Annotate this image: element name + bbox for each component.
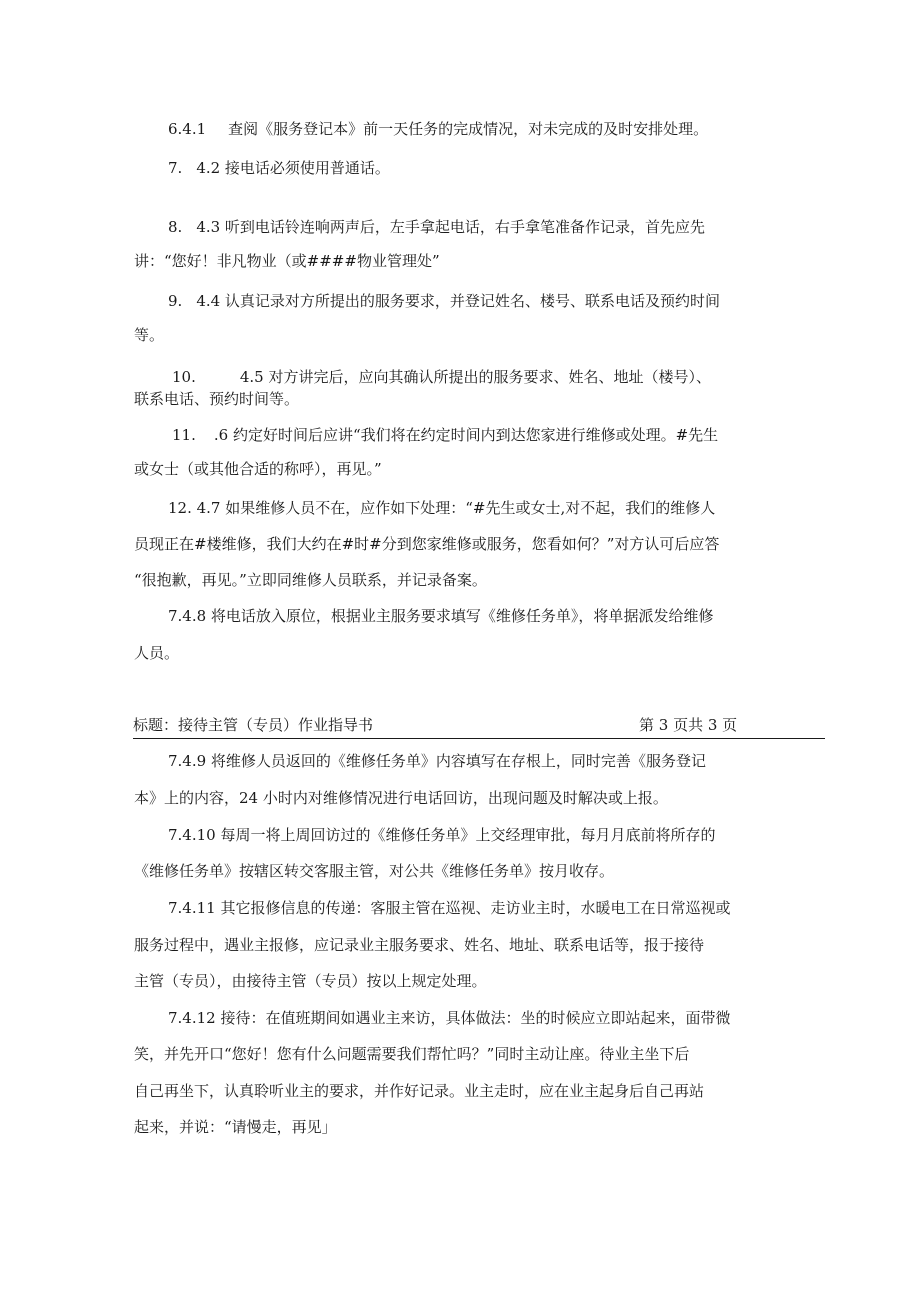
item-text-line: 7.4.12 接待：在值班期间如遇业主来访，具体做法：坐的时候应立即站起来，面带微 bbox=[168, 1009, 731, 1027]
item-text-line: 或女士（或其他合适的称呼），再见。” bbox=[134, 460, 382, 478]
item-text-line: 人员。 bbox=[134, 644, 180, 662]
item-number: 9. bbox=[168, 292, 183, 310]
item-number: 8. bbox=[168, 218, 183, 236]
item-text-line: 12. 4.7 如果维修人员不在，应作如下处理：“#先生或女士,对不起，我们的维修人 bbox=[168, 499, 716, 517]
item-number: 6.4.1 bbox=[168, 120, 207, 138]
item-text-line: 4.4 认真记录对方所提出的服务要求，并登记姓名、楼号、联系电话及预约时间 bbox=[196, 292, 720, 310]
item-text-line: “很抱歉，再见。”立即同维修人员联系，并记录备案。 bbox=[134, 571, 487, 589]
page-number: 第 3 页共 3 页 bbox=[639, 716, 738, 734]
item-text-line: 讲：“您好！非凡物业（或####物业管理处” bbox=[134, 252, 440, 270]
item-text-line: 7.4.9 将维修人员返回的《维修任务单》内容填写在存根上，同时完善《服务登记 bbox=[168, 752, 706, 770]
item-text: 4.2 接电话必须使用普通话。 bbox=[196, 159, 390, 177]
item-text-line: 主管（专员），由接待主管（专员）按以上规定处理。 bbox=[134, 972, 487, 990]
item-text-line: 本》上的内容，24 小时内对维修情况进行电话回访，出现问题及时解决或上报。 bbox=[134, 789, 668, 807]
item-text-line: 7.4.10 每周一将上周回访过的《维修任务单》上交经理审批，每月月底前将所存的 bbox=[168, 826, 716, 844]
item-text-line: 联系电话、预约时间等。 bbox=[134, 390, 300, 408]
item-text-line: .6 约定好时间后应讲“我们将在约定时间内到达您家进行维修或处理。#先生 bbox=[213, 426, 719, 444]
item-text-line: 起来，并说：“请慢走，再见」 bbox=[134, 1118, 337, 1136]
item-number: 11. bbox=[172, 426, 196, 444]
item-text-line: 服务过程中，遇业主报修，应记录业主服务要求、姓名、地址、联系电话等，报于接待 bbox=[134, 936, 705, 954]
item-number: 10. bbox=[172, 368, 196, 386]
item-text-line: 员现正在#楼维修，我们大约在#时#分到您家维修或服务，您看如何？”对方认可后应答 bbox=[134, 535, 720, 553]
item-text-line: 7.4.8 将电话放入原位，根据业主服务要求填写《维修任务单》，将单据派发给维修 bbox=[168, 607, 714, 625]
item-text-line: 7.4.11 其它报修信息的传递：客服主管在巡视、走访业主时，水暖电工在日常巡视或 bbox=[168, 899, 731, 917]
item-text-line: 自己再坐下，认真聆听业主的要求，并作好记录。业主走时，应在业主起身后自己再站 bbox=[134, 1082, 705, 1100]
item-text: 查阅《服务登记本》前一天任务的完成情况，对未完成的及时安排处理。 bbox=[228, 120, 709, 138]
item-text-line: 笑，并先开口“您好！您有什么问题需要我们帮忙吗？”同时主动让座。待业主坐下后 bbox=[134, 1045, 690, 1063]
item-text-line: 4.3 听到电话铃连响两声后，左手拿起电话，右手拿笔准备作记录，首先应先 bbox=[196, 218, 705, 236]
item-7-4-2 bbox=[168, 157, 390, 179]
item-6-4-1 bbox=[168, 118, 708, 140]
item-text-line: 4.5 对方讲完后，应向其确认所提出的服务要求、姓名、地址（楼号）、 bbox=[239, 368, 711, 386]
document-title: 标题：接待主管（专员）作业指导书 bbox=[133, 716, 374, 734]
item-text-line: 《维修任务单》按辖区转交客服主管，对公共《维修任务单》按月收存。 bbox=[134, 862, 615, 880]
item-number: 7. bbox=[168, 159, 183, 177]
page-header bbox=[133, 712, 825, 739]
item-text-line: 等。 bbox=[134, 326, 165, 344]
